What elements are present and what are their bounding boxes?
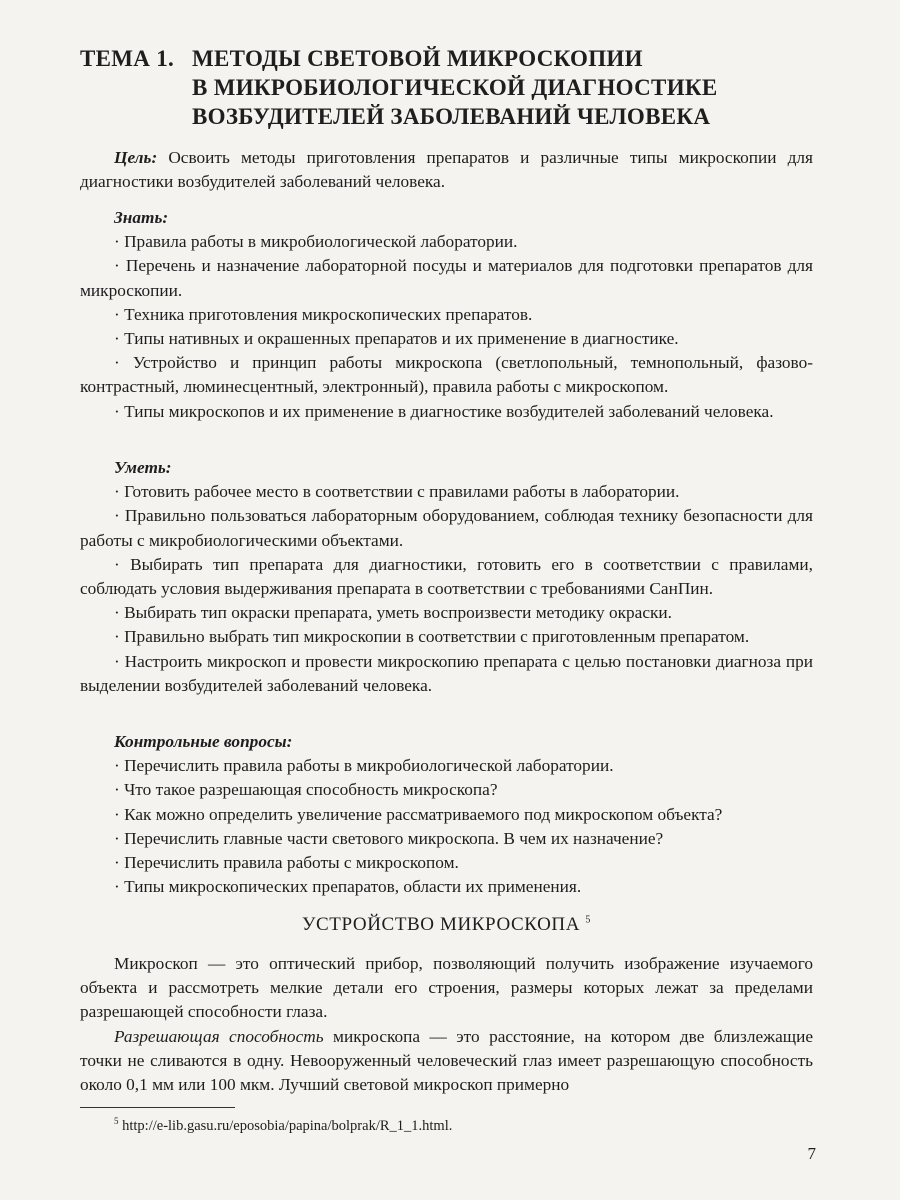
list-item: · Правила работы в микробиологической лаборатории.	[114, 232, 518, 252]
skills-section	[80, 456, 813, 698]
page-number: 7	[807, 1144, 816, 1163]
list-item: · Типы микроскопических препаратов, области их применения.	[114, 877, 582, 897]
list-item: · Правильно выбрать тип микроскопии в соответствии с приготовленным препаратом.	[114, 627, 750, 647]
paragraph: Микроскоп — это оптический прибор, позволяющий получить изображение изучаемого объекта и рассмотреть мелкие детали его строения, размеры которых лежат за пределами разрешающей способности глаза.	[80, 954, 813, 1022]
section-title	[80, 914, 813, 936]
skills-header: Уметь:	[114, 458, 172, 477]
list-item: · Типы микроскопов и их применение в диагностике возбудителей заболеваний человека.	[114, 401, 774, 421]
questions-section	[80, 730, 813, 899]
body-text	[80, 952, 813, 1097]
paragraph	[80, 1025, 813, 1098]
section-title-text: УСТРОЙСТВО МИКРОСКОПА	[301, 914, 581, 935]
list-item: · Техника приготовления микроскопических препаратов.	[114, 304, 533, 324]
paragraph-rest: микроскопа — это расстояние, на котором две близлежащие точки не сливаются в одну. Невооруженный человеческий глаз имеет разрешающую способность около 0,1 мм или 100 мкм. Лучший световой микроскоп примерно	[80, 1026, 813, 1095]
list-item: · Как можно определить увеличение рассматриваемого под микроскопом объекта?	[114, 804, 723, 824]
list-item: · Выбирать тип окраски препарата, уметь воспроизвести методику окраски.	[114, 603, 672, 623]
list-item: · Что такое разрешающая способность микроскопа?	[114, 780, 498, 800]
footnote-mark: 5	[114, 1116, 119, 1126]
list-item: · Настроить микроскоп и провести микроскопию препарата с целью постановки диагноза при выделении возбудителей заболеваний человека.	[80, 651, 813, 695]
goal-label: Цель:	[114, 148, 158, 167]
list-item: · Перечислить правила работы в микробиологической лаборатории.	[114, 756, 614, 776]
topic-title-line: В МИКРОБИОЛОГИЧЕСКОЙ ДИАГНОСТИКЕ	[192, 75, 718, 100]
questions-header: Контрольные вопросы:	[114, 732, 293, 751]
topic-title	[192, 44, 718, 131]
list-item: · Перечень и назначение лабораторной посуды и материалов для подготовки препаратов для микроскопии.	[80, 256, 813, 300]
footnote-divider	[80, 1107, 235, 1108]
footnote-link[interactable]: http://e-lib.gasu.ru/eposobia/papina/bolprak/R_1_1.html.	[118, 1117, 453, 1134]
list-item: · Перечислить главные части светового микроскопа. В чем их назначение?	[114, 828, 664, 848]
list-item: · Устройство и принцип работы микроскопа (светлопольный, темнопольный, фазово-контрастный, люминесцентный, электронный), правила работы с микроскопом.	[80, 353, 813, 397]
list-item: · Перечислить правила работы с микроскопом.	[114, 853, 459, 873]
know-header: Знать:	[114, 208, 169, 227]
list-item: · Правильно пользоваться лабораторным оборудованием, соблюдая технику безопасности для работы с микробиологическими объектами.	[80, 506, 813, 550]
topic-title-line: МЕТОДЫ СВЕТОВОЙ МИКРОСКОПИИ	[192, 46, 643, 71]
topic-number: ТЕМА 1.	[80, 46, 175, 71]
know-section	[80, 206, 813, 424]
list-item: · Типы нативных и окрашенных препаратов и их применение в диагностике.	[114, 329, 679, 349]
list-item: · Готовить рабочее место в соответствии с правилами работы в лаборатории.	[114, 482, 680, 502]
term-resolution: Разрешающая способность	[114, 1026, 324, 1046]
topic-title-line: ВОЗБУДИТЕЛЕЙ ЗАБОЛЕВАНИЙ ЧЕЛОВЕКА	[192, 104, 711, 129]
footnote	[114, 1112, 452, 1135]
footnote-ref: 5	[585, 914, 592, 926]
list-item: · Выбирать тип препарата для диагностики, готовить его в соответствии с правилами, соблюдать условия выдерживания препарата в соответствии с требованиями СанПин.	[80, 554, 813, 599]
goal-paragraph	[80, 146, 813, 194]
goal-text: Освоить методы приготовления препаратов и различные типы микроскопии для диагностики возбудителей заболеваний человека.	[80, 148, 813, 192]
